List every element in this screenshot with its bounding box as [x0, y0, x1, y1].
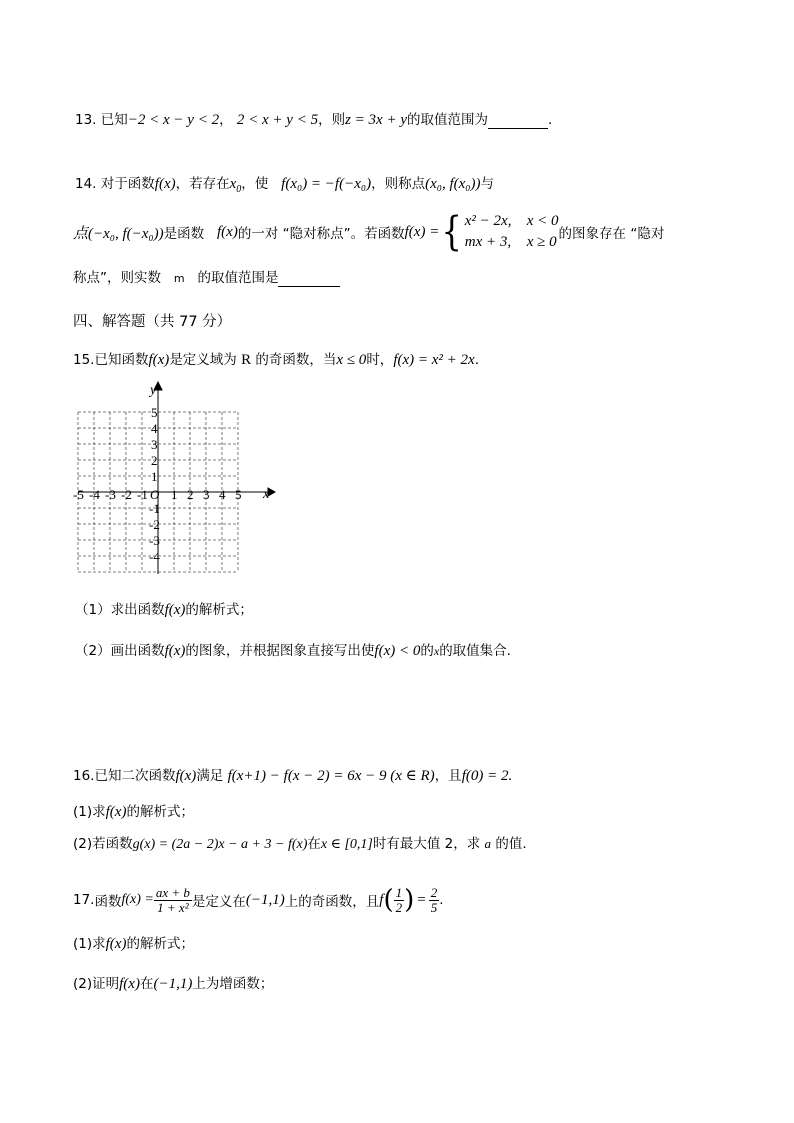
functional-equation: f(x+1) − f(x − 2) = 6x − 9 (x ∈ R): [227, 768, 435, 784]
question-number: 15.: [73, 352, 95, 368]
question-14-line-3: 称点”，则实数 m 的取值范围是: [73, 266, 340, 287]
question-number: 14.: [75, 176, 97, 192]
x-tick-label: -2: [121, 487, 132, 502]
y-tick-label: -4: [149, 549, 160, 564]
question-15: 15.已知函数f(x)是定义域为 R 的奇函数，当x ≤ 0时，f(x) = x² + 2x.: [73, 352, 479, 368]
y-tick-label: -1: [149, 501, 160, 516]
x-axis-label: x: [263, 487, 270, 502]
x-tick-label: -4: [89, 487, 100, 502]
y-tick-label: 2: [151, 453, 158, 468]
piecewise-cases: x² − 2x, x < 0 mx + 3, x ≥ 0: [464, 213, 559, 250]
question-17-part-2: (2)证明f(x)在(−1,1)上为增函数；: [73, 976, 274, 992]
answer-blank: [488, 112, 548, 129]
question-16: 16.已知二次函数f(x)满足 f(x+1) − f(x − 2) = 6x − 9 (x ∈ R)，且f(0) = 2.: [73, 768, 513, 784]
x-tick-label: 1: [171, 487, 178, 502]
y-tick-label: 4: [151, 421, 158, 436]
y-tick-label: 5: [151, 405, 158, 420]
section-heading: 四、解答题（共 77 分）: [73, 314, 232, 330]
question-17: 17. 函数 f(x) = $\frac{ax + b}{\text{1 + x²}}$ 是定义在 (−1,1) 上的奇函数，且 f ( $\frac{1}{2}$ ) = $\frac{2}{5}$ .: [73, 884, 444, 915]
question-15-part-1: （1）求出函数f(x)的解析式；: [75, 602, 253, 618]
origin-label: O: [150, 487, 160, 502]
function-fraction: $\frac{ax + b}{\text{1 + x²}}$: [155, 884, 190, 915]
condition-2: 2 < x + y < 5: [236, 112, 319, 128]
y-axis-label: y: [150, 383, 157, 398]
condition-1: −2 < x − y < 2: [127, 112, 220, 128]
question-13: 13. 已知−2 < x − y < 2， 2 < x + y < 5，则z = 3x + y的取值范围为 .: [75, 112, 553, 128]
question-15-part-2: （2）画出函数f(x)的图象，并根据图象直接写出使f(x) < 0的x的取值集合.: [75, 643, 511, 659]
answer-blank: [278, 270, 340, 287]
x-tick-label: 2: [187, 487, 194, 502]
y-tick-label: -2: [149, 517, 160, 532]
question-16-part-2: (2)若函数g(x) = (2a − 2)x − a + 3 − f(x)在x ∈ [0,1]时有最大值 2，求 a 的值.: [73, 836, 527, 852]
question-number: 13.: [75, 112, 97, 128]
x-tick-label: 5: [235, 487, 242, 502]
x-tick-label: -1: [137, 487, 148, 502]
y-tick-label: 3: [151, 437, 158, 452]
symmetry-equation: f(x₀) = −f(−x₀): [281, 176, 372, 192]
question-number: 16.: [73, 768, 95, 784]
piecewise-brace: {: [441, 209, 463, 255]
x-tick-label: 4: [219, 487, 226, 502]
question-14-line-2: 点(−x₀, f(−x₀)) 是函数 f(x) 的一对 “隐对称点”。若函数 f(x) = { x² − 2x, x < 0 mx + 3, x ≥ 0 的图象存在 “隐对: [73, 209, 665, 255]
target-expression: z = 3x + y: [345, 112, 407, 128]
half-fraction: $\frac{1}{2}$: [395, 884, 403, 915]
x-tick-label: -3: [105, 487, 116, 502]
x-tick-label: -5: [73, 487, 84, 502]
y-tick-label: -3: [149, 533, 160, 548]
coordinate-grid: [70, 378, 280, 578]
value-fraction: $\frac{2}{5}$: [430, 884, 438, 915]
question-17-part-1: (1)求f(x)的解析式；: [73, 936, 194, 952]
question-16-part-1: (1)求f(x)的解析式；: [73, 804, 194, 820]
x-tick-label: 3: [203, 487, 210, 502]
question-14-line-1: 14. 对于函数f(x)，若存在$x_0$，使 f(x₀) = −f(−x₀)，则称点(x₀, f(x₀))与: [75, 176, 494, 195]
question-number: 17.: [73, 892, 95, 908]
given-expression: f(x) = x² + 2x: [393, 352, 475, 368]
y-tick-label: 1: [151, 469, 158, 484]
